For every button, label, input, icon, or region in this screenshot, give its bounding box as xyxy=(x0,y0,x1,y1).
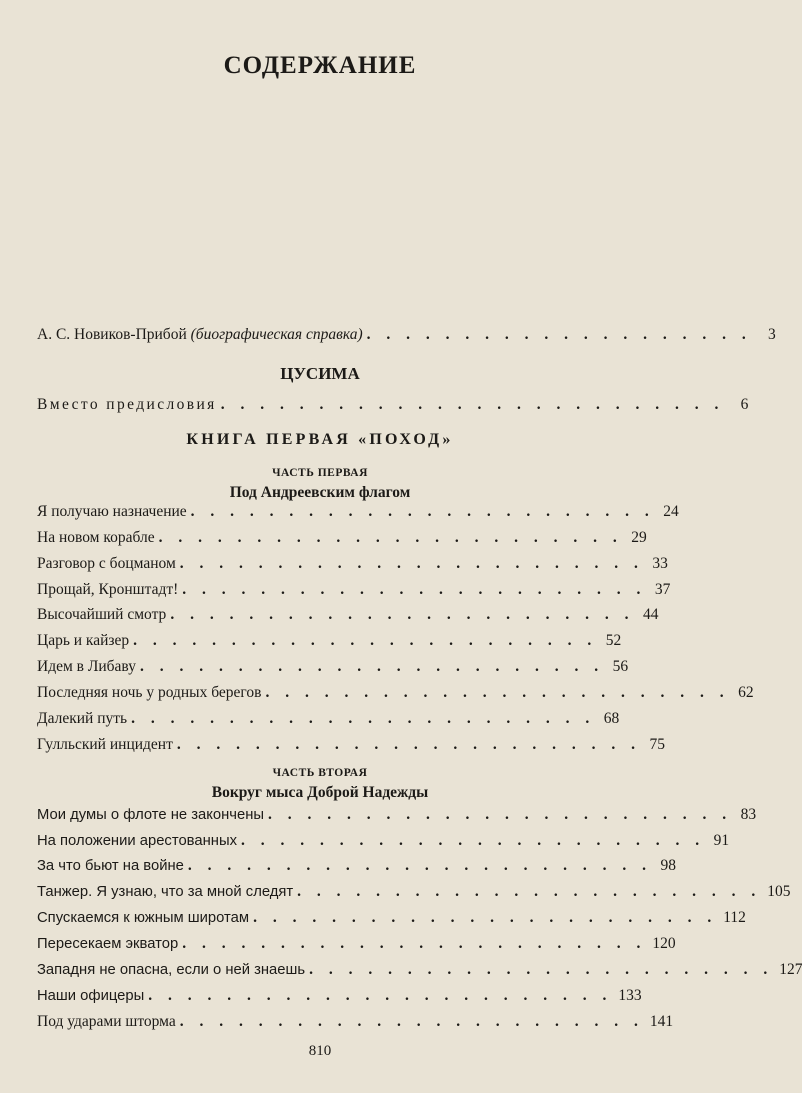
toc-entry xyxy=(37,503,679,527)
toc-entry-label: За что бьют на войне xyxy=(37,858,184,874)
intro-note: (биографическая справка) xyxy=(190,326,363,343)
toc-entry-label: Царь и кайзер xyxy=(37,632,130,649)
toc-entry xyxy=(37,710,620,734)
leader-dots: . . . . . . . . . . . . . . . . . . . . . . . . xyxy=(131,710,596,727)
leader-dots: . . . . . . . . . . . . . . . . . . . . . . . . xyxy=(148,987,613,1004)
toc-entry xyxy=(37,529,647,553)
leader-dots: . . . . . . . . . . . . . . . . . . . . xyxy=(366,326,752,343)
leader-dots: . . . . . . . . . . . . . . . . . . . . . . . . xyxy=(182,581,647,598)
toc-entry xyxy=(37,555,668,579)
toc-entry-page: 91 xyxy=(713,832,730,849)
leader-dots: . . . . . . . . . . . . . . . . . . . . . . . . xyxy=(170,606,635,623)
toc-entry xyxy=(37,632,622,656)
toc-entry-page: 33 xyxy=(652,555,668,572)
toc-entry-label: Прощай, Кронштадт! xyxy=(37,581,179,598)
toc-entry-label: На новом корабле xyxy=(37,529,155,546)
toc-entry-label xyxy=(37,326,363,344)
toc-entry-intro xyxy=(37,326,776,350)
intro-author: А. С. Новиков-Прибой xyxy=(37,326,187,343)
toc-entry-label: Под ударами шторма xyxy=(37,1013,176,1030)
toc-entry-page: 37 xyxy=(654,581,671,598)
page-number: 810 xyxy=(308,1043,332,1059)
toc-entry xyxy=(37,606,659,630)
toc-entry-label: Разговор с боцманом xyxy=(37,555,176,572)
toc-entry-label: Спускаемся к южным широтам xyxy=(37,910,250,926)
toc-entry xyxy=(37,961,802,985)
toc-entry xyxy=(37,736,665,760)
part-label: ЧАСТЬ ВТОРАЯ xyxy=(272,767,368,779)
leader-dots: . . . . . . . . . . . . . . . . . . . . . . . . xyxy=(190,503,655,520)
toc-entry-page: 98 xyxy=(660,857,677,874)
toc-entry xyxy=(37,935,676,959)
toc-entry-label: Наши офицеры xyxy=(37,988,145,1004)
page-title: СОДЕРЖАНИЕ xyxy=(223,52,417,79)
toc-entry xyxy=(37,857,677,881)
toc-entry-page: 52 xyxy=(605,632,622,649)
toc-entry-page: 75 xyxy=(649,736,665,753)
leader-dots: . . . . . . . . . . . . . . . . . . . . . . . . xyxy=(253,909,718,926)
toc-entry-page: 62 xyxy=(738,684,754,701)
leader-dots: . . . . . . . . . . . . . . . . . . . . . . . . xyxy=(179,555,644,572)
toc-entry-label: Западня не опасна, если о ней знаешь xyxy=(37,962,306,978)
toc-entry xyxy=(37,883,791,907)
toc-entry-label: Вместо предисловия xyxy=(37,396,217,413)
part-label: ЧАСТЬ ПЕРВАЯ xyxy=(272,467,368,479)
toc-entry-page: 68 xyxy=(603,710,620,727)
toc-entry-page: 24 xyxy=(663,503,679,520)
toc-entry-page: 133 xyxy=(618,987,642,1004)
toc-entry xyxy=(37,658,629,682)
toc-entry-preface xyxy=(37,396,749,420)
toc-entry-label: Танжер. Я узнаю, что за мной следят xyxy=(37,884,294,900)
leader-dots: . . . . . . . . . . . . . . . . . . . . . . . . xyxy=(268,806,733,823)
toc-entry-label: На положении арестованных xyxy=(37,833,237,849)
leader-dots: . . . . . . . . . . . . . . . . . . . . . . . . xyxy=(176,736,641,753)
toc-entry xyxy=(37,909,746,933)
leader-dots: . . . . . . . . . . . . . . . . . . . . . . . . xyxy=(309,961,774,978)
part-subtitle: Под Андреевским флагом xyxy=(229,484,411,501)
toc-entry-label: Мои думы о флоте не закончены xyxy=(37,807,265,823)
toc-entry-label: Идем в Либаву xyxy=(37,658,136,675)
toc-entry-page: 56 xyxy=(612,658,629,675)
toc-entry-page: 44 xyxy=(642,606,659,623)
leader-dots: . . . . . . . . . . . . . . . . . . . . . . . . . . xyxy=(220,396,725,413)
toc-entry-page: 83 xyxy=(740,806,757,823)
toc-entry xyxy=(37,581,671,605)
leader-dots: . . . . . . . . . . . . . . . . . . . . . . . . xyxy=(158,529,623,546)
toc-entry-page: 120 xyxy=(652,935,676,952)
toc-entry-page: 3 xyxy=(768,326,776,343)
toc-entry xyxy=(37,832,730,856)
leader-dots: . . . . . . . . . . . . . . . . . . . . . . . . xyxy=(182,935,647,952)
leader-dots: . . . . . . . . . . . . . . . . . . . . . . . . xyxy=(240,832,706,849)
toc-entry-label: Последняя ночь у родных берегов xyxy=(37,684,262,701)
leader-dots: . . . . . . . . . . . . . . . . . . . . . . . . xyxy=(133,632,598,649)
toc-entry-page: 29 xyxy=(631,529,647,546)
toc-entry xyxy=(37,1013,674,1037)
leader-dots: . . . . . . . . . . . . . . . . . . . . . . . . xyxy=(265,684,730,701)
toc-entry-page: 105 xyxy=(767,883,791,900)
toc-entry-page: 141 xyxy=(649,1013,674,1030)
toc-entry-page: 127 xyxy=(779,961,802,978)
book-title: КНИГА ПЕРВАЯ «ПОХОД» xyxy=(186,431,454,448)
toc-entry-label: Далекий путь xyxy=(37,710,128,727)
toc-entry-label: Гулльский инцидент xyxy=(37,736,173,753)
toc-entry xyxy=(37,684,754,708)
toc-entry-label: Я получаю назначение xyxy=(37,503,187,520)
toc-entry xyxy=(37,987,642,1011)
leader-dots: . . . . . . . . . . . . . . . . . . . . . . . . xyxy=(139,658,605,675)
leader-dots: . . . . . . . . . . . . . . . . . . . . . . . . xyxy=(297,883,762,900)
toc-entry-label: Пересекаем экватор xyxy=(37,936,179,952)
toc-entry-label: Высочайший смотр xyxy=(37,606,167,623)
toc-entry-page: 112 xyxy=(723,909,746,926)
leader-dots: . . . . . . . . . . . . . . . . . . . . . . . . xyxy=(187,857,653,874)
work-title: ЦУСИМА xyxy=(280,364,360,383)
toc-entry-page: 6 xyxy=(740,396,749,413)
leader-dots: . . . . . . . . . . . . . . . . . . . . . . . . xyxy=(179,1013,644,1030)
toc-entry xyxy=(37,806,757,830)
part-subtitle: Вокруг мыса Доброй Надежды xyxy=(211,784,429,801)
